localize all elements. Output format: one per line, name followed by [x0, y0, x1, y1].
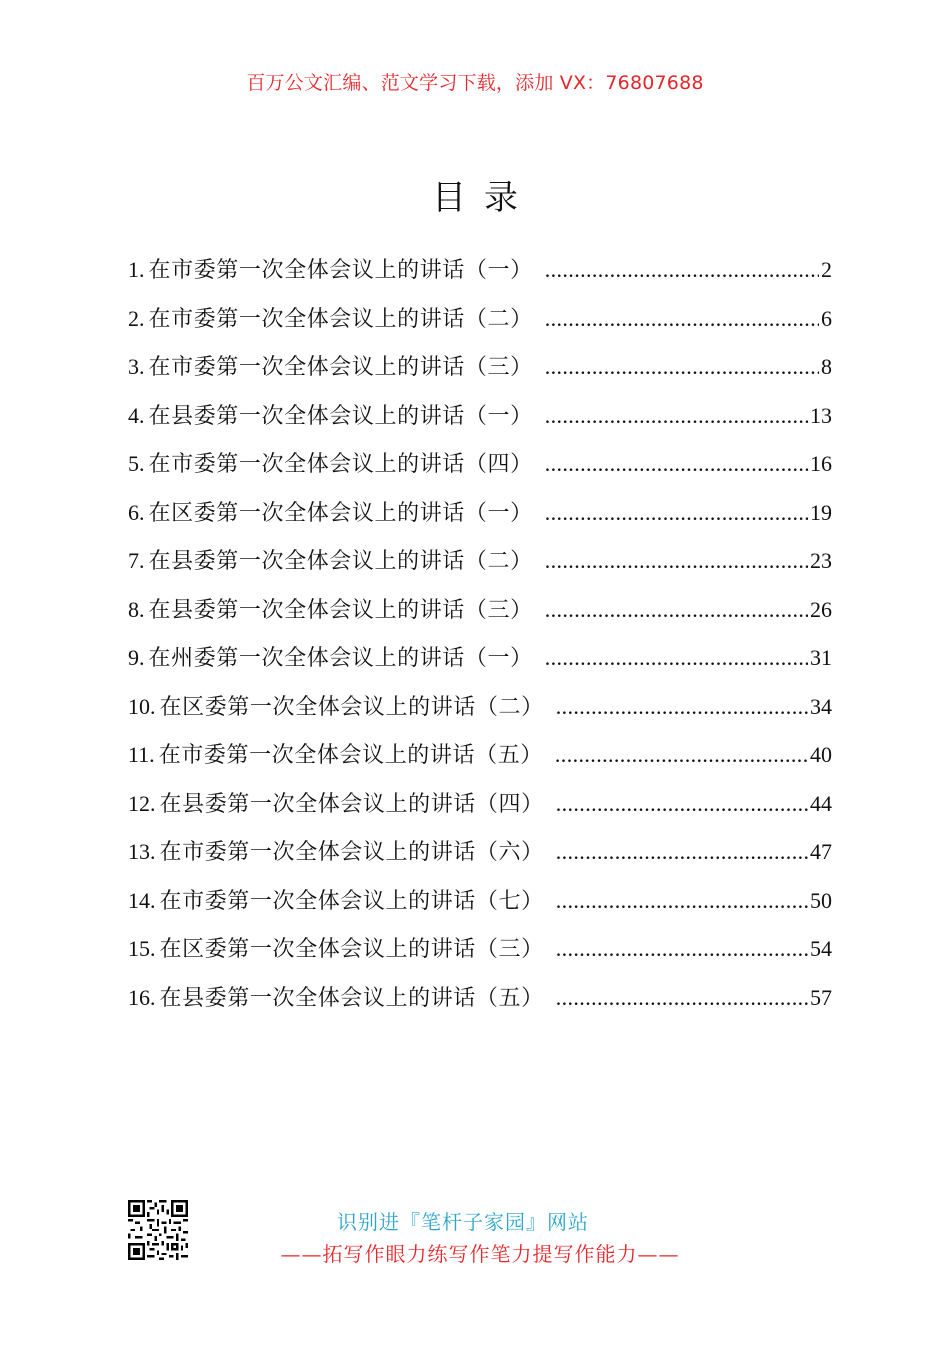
toc-entry-title: 在市委第一次全体会议上的讲话（一）	[148, 258, 533, 283]
toc-entry[interactable]	[128, 978, 832, 1027]
toc-entry[interactable]	[128, 493, 832, 542]
toc-dot-leader	[545, 590, 808, 630]
toc-entry-number: 14.	[128, 887, 156, 913]
toc-entry[interactable]	[128, 396, 832, 445]
toc-entry-number: 4.	[128, 402, 145, 428]
footer-slogan: ——拓写作眼力练写作笔力提写作能力——	[280, 1242, 680, 1266]
footer	[0, 1198, 950, 1278]
toc-entry[interactable]	[128, 250, 832, 299]
toc-dot-leader	[545, 347, 819, 387]
toc-entry-page: 50	[810, 887, 832, 913]
toc-entry-number: 10.	[128, 693, 156, 719]
toc-entry-title: 在县委第一次全体会议上的讲话（五）	[159, 985, 544, 1011]
toc-entry-page: 34	[810, 693, 832, 719]
toc-entry-number: 15.	[128, 936, 156, 961]
toc-entry-page: 47	[810, 839, 832, 864]
toc-dot-leader	[545, 299, 819, 339]
toc-entry[interactable]	[128, 735, 832, 784]
toc-entry[interactable]	[128, 687, 832, 736]
toc-entry[interactable]	[128, 784, 832, 833]
toc-entry-title: 在县委第一次全体会议上的讲话（四）	[159, 791, 544, 817]
toc-entry-page: 57	[810, 984, 832, 1010]
toc-entry-number: 8.	[128, 596, 145, 622]
toc-entry-page: 13	[810, 402, 832, 428]
toc-entry-page: 31	[810, 645, 832, 670]
toc-entry-title: 在市委第一次全体会议上的讲话（二）	[148, 306, 533, 332]
toc-entry[interactable]	[128, 929, 832, 978]
toc-dot-leader	[556, 929, 808, 969]
toc-entry-title: 在州委第一次全体会议上的讲话（一）	[148, 646, 533, 671]
toc-entry-title: 在县委第一次全体会议上的讲话（二）	[148, 549, 533, 574]
toc-dot-leader	[556, 881, 808, 921]
toc-dot-leader	[556, 687, 808, 727]
toc-entry-title: 在县委第一次全体会议上的讲话（三）	[148, 597, 533, 623]
toc-dot-leader	[545, 541, 808, 581]
toc-entry-title: 在区委第一次全体会议上的讲话（二）	[159, 694, 544, 720]
toc-entry-page: 54	[810, 936, 832, 961]
toc-entry-title: 在市委第一次全体会议上的讲话（五）	[158, 743, 543, 768]
toc-entry-number: 16.	[128, 984, 156, 1010]
toc-entry-number: 7.	[128, 548, 145, 573]
toc-dot-leader	[556, 978, 808, 1018]
toc-entry-number: 3.	[128, 354, 145, 379]
toc-entry[interactable]	[128, 347, 832, 396]
toc-entry[interactable]	[128, 299, 832, 348]
toc-entry[interactable]	[128, 832, 832, 881]
toc-entry-title: 在区委第一次全体会议上的讲话（一）	[148, 500, 533, 526]
toc-entry-number: 12.	[128, 790, 156, 816]
toc-dot-leader	[545, 638, 808, 678]
toc-entry-page: 2	[821, 257, 832, 282]
toc-entry-number: 6.	[128, 499, 145, 525]
toc-entry-title: 在县委第一次全体会议上的讲话（一）	[148, 403, 533, 429]
toc-entry[interactable]	[128, 590, 832, 639]
toc-entry-page: 44	[810, 790, 832, 816]
toc-entry-number: 5.	[128, 451, 145, 476]
toc-dot-leader	[545, 493, 808, 533]
toc-dot-leader	[556, 832, 808, 872]
toc-entry-title: 在市委第一次全体会议上的讲话（六）	[159, 840, 544, 865]
toc-entry-number: 9.	[128, 645, 145, 670]
toc-dot-leader	[555, 735, 808, 775]
footer-site-text: 识别进『笔杆子家园』网站	[337, 1210, 589, 1234]
toc-entry-number: 2.	[128, 305, 145, 331]
toc-entry-title: 在市委第一次全体会议上的讲话（三）	[148, 355, 533, 380]
toc-list	[128, 250, 832, 1026]
toc-entry[interactable]	[128, 444, 832, 493]
toc-entry-page: 6	[821, 305, 832, 331]
toc-dot-leader	[556, 784, 808, 824]
toc-entry-number: 13.	[128, 839, 156, 864]
toc-entry-page: 26	[810, 596, 832, 622]
toc-entry-number: 1.	[128, 257, 145, 282]
toc-entry[interactable]	[128, 541, 832, 590]
page-title: 目录	[432, 178, 536, 218]
toc-entry-title: 在市委第一次全体会议上的讲话（七）	[159, 888, 544, 914]
toc-entry[interactable]	[128, 881, 832, 930]
toc-entry-page: 19	[810, 499, 832, 525]
toc-entry-page: 40	[810, 742, 832, 767]
toc-dot-leader	[545, 250, 819, 290]
toc-entry-title: 在区委第一次全体会议上的讲话（三）	[159, 937, 544, 962]
toc-entry-page: 16	[810, 451, 832, 476]
toc-entry-number: 11.	[128, 742, 155, 767]
toc-dot-leader	[545, 444, 808, 484]
header-note: 百万公文汇编、范文学习下载，添加 VX：76807688	[246, 72, 704, 94]
toc-entry[interactable]	[128, 638, 832, 687]
toc-dot-leader	[545, 396, 808, 436]
toc-entry-page: 8	[821, 354, 832, 379]
toc-entry-page: 23	[810, 548, 832, 573]
toc-entry-title: 在市委第一次全体会议上的讲话（四）	[148, 452, 533, 477]
